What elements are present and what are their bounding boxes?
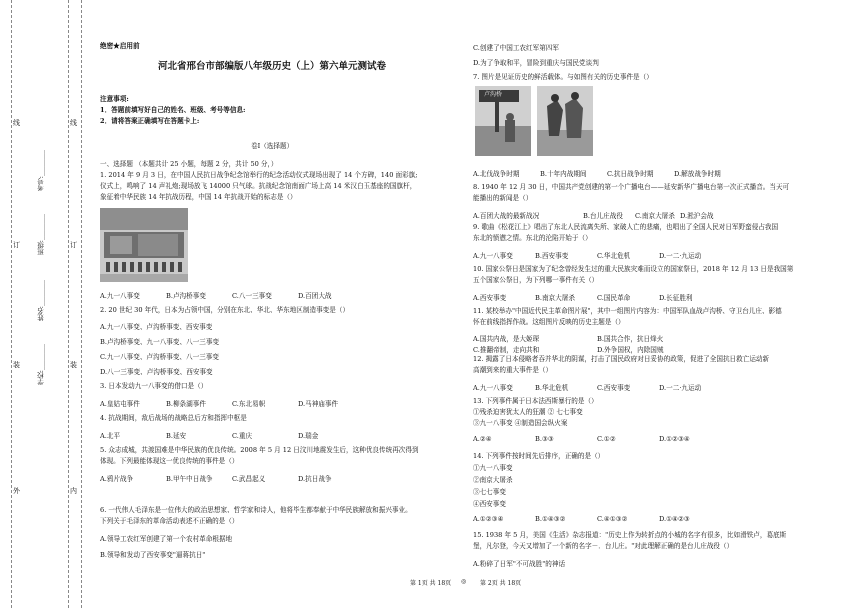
class-field[interactable]: 班级:________: [37, 214, 45, 256]
q8-line-2: 能播出的新闻是（）: [473, 194, 533, 202]
q10-option-b[interactable]: B.南京大屠杀: [535, 294, 575, 302]
q10-option-d[interactable]: D.长征胜利: [659, 294, 693, 302]
inner-char-zhuang: 装: [70, 361, 77, 369]
q5-option-b[interactable]: B.甲午中日战争: [166, 475, 213, 483]
q3-option-d[interactable]: D.马神庙事件: [298, 400, 339, 408]
q13-stem: 13. 下列事件属于日本法西斯暴行的是（）: [473, 397, 598, 405]
q5-line-1: 5. 众志成城，共渡国难是中华民族的优良传统。2008 年 5 月 12 日汶川地震发生后，这种优良传统再次得到: [100, 446, 419, 454]
q2-option-d[interactable]: D.八一三事变、卢沟桥事变、西安事变: [100, 368, 213, 376]
q7-option-d[interactable]: D.解放战争时期: [674, 170, 721, 178]
q9-option-a[interactable]: A.九一八事变: [473, 252, 513, 260]
q14-stem: 14. 下列事件按时间先后排序，正确的是（）: [473, 452, 605, 460]
secret-mark: 绝密★启用前: [100, 42, 140, 50]
q14-item-4: ④西安事变: [473, 500, 506, 508]
q13-items-1: ①残杀迫害犹太人的狂潮 ② 七七事变: [473, 408, 583, 416]
q12-line-2: 高潮到来的重大事件是（）: [473, 366, 553, 374]
q3-stem: 3. 日本发动九一八事变的借口是（）: [100, 382, 208, 390]
q13-items-2: ③九一八事变 ④制造国会纵火案: [473, 419, 568, 427]
inner-char-ding: 订: [70, 241, 77, 249]
page-title: 河北省邢台市部编版八年级历史（上）第六单元测试卷: [158, 61, 387, 72]
q4-option-d[interactable]: D.瑞金: [298, 432, 319, 440]
q5-option-d[interactable]: D.抗日战争: [298, 475, 332, 483]
q12-option-d[interactable]: D.一二·九运动: [659, 384, 702, 392]
q8-option-b[interactable]: B.台儿庄战役: [583, 212, 623, 220]
part-one-heading: 一、选择题 （本题共计 25 小题，每题 2 分，共计 50 分，）: [100, 160, 278, 168]
q12-option-a[interactable]: A.九一八事变: [473, 384, 513, 392]
footer-circle-icon: ◎: [461, 578, 467, 585]
q3-option-b[interactable]: B.柳条湖事件: [166, 400, 206, 408]
q1-line-1: 1. 2014 年 9 月 3 日，在中国人民抗日战争纪念馆举行的纪念活动仪式现场出现了 14 个方碑，140 面彩旗;: [100, 171, 418, 179]
footer-left-page-number: 第 1页 共 18页: [410, 580, 452, 587]
q10-line-1: 10. 国家公祭日是国家为了纪念曾经发生过的重大民族灾难而设立的国家祭日，2018 年 12 月 13 日是我国第: [473, 265, 794, 273]
school-field[interactable]: 学校:________: [37, 344, 45, 386]
q1-option-a[interactable]: A.九一八事变: [100, 292, 140, 300]
q4-option-c[interactable]: C.重庆: [232, 432, 253, 440]
q6-option-b[interactable]: B.领导和发动了西安事变"逼蒋抗日": [100, 551, 206, 559]
q15-line-1: 15. 1938 年 5 月，美国《生活》杂志报道："历史上作为转折点的小城的名字有很多，比如滑铁卢，葛底斯: [473, 531, 787, 539]
q6-line-1: 6. 一代伟人毛泽东是一位伟大的政治思想家、哲学家和诗人，他将毕生都奉献于中华民族解放和振兴事业。: [100, 506, 412, 514]
q14-option-c[interactable]: C.④①③②: [597, 515, 628, 523]
notice-2: 2．请将答案正确填写在答题卡上:: [100, 117, 200, 125]
q8-option-d[interactable]: D.淞沪会战: [680, 212, 714, 220]
q11-option-b[interactable]: B.国共合作，抗日烽火: [597, 335, 664, 343]
notice-1: 1．答题前填写好自己的姓名、班级、考号等信息:: [100, 106, 246, 114]
q9-option-d[interactable]: D.一二·九运动: [659, 252, 702, 260]
q1-option-c[interactable]: C.八一三事变: [232, 292, 272, 300]
q15-option-a[interactable]: A.粉碎了日军"不可战胜"的神话: [473, 560, 566, 568]
q6-option-d[interactable]: D.为了争取和平，冒险到重庆与国民党谈判: [473, 59, 599, 67]
q11-line-2: 怀在前线指挥作战。这组图片反映的历史主题是（）: [473, 318, 625, 326]
q9-option-c[interactable]: C.华北危机: [597, 252, 631, 260]
q4-stem: 4. 抗战期间，敌后战场的战略总后方和指挥中枢是: [100, 414, 247, 422]
q7-option-b[interactable]: B.十年内战期间: [540, 170, 587, 178]
q14-option-a[interactable]: A.①②③④: [473, 515, 504, 523]
q14-item-1: ①九一八事变: [473, 464, 513, 472]
q11-option-d[interactable]: D.外争国权，内除国贼: [597, 346, 664, 354]
q8-option-c[interactable]: C.南京大屠杀: [635, 212, 675, 220]
memorial-hall-photo: [100, 208, 188, 282]
q2-option-b[interactable]: B.卢沟桥事变、九一八事变、八一三事变: [100, 338, 220, 346]
q6-option-a[interactable]: A.领导工农红军创建了第一个农村革命根据地: [100, 535, 233, 543]
name-field[interactable]: 姓名:________: [37, 280, 45, 322]
q9-option-b[interactable]: B.西安事变: [535, 252, 569, 260]
outer-char-ding: 订: [13, 241, 20, 249]
q13-option-c[interactable]: C.①②: [597, 435, 616, 443]
q7-sign-text: 卢沟桥: [484, 91, 503, 98]
q1-option-d[interactable]: D.百团大战: [298, 292, 332, 300]
q14-item-3: ③七七事变: [473, 488, 506, 496]
q14-option-d[interactable]: D.①④②③: [659, 515, 690, 523]
q8-option-a[interactable]: A.百团大战的最新战况: [473, 212, 540, 220]
q4-option-b[interactable]: B.延安: [166, 432, 187, 440]
q2-option-c[interactable]: C.九一八事变、卢沟桥事变、八一三事变: [100, 353, 219, 361]
inner-char-xian: 线: [70, 119, 77, 127]
q7-option-c[interactable]: C.抗日战争时期: [607, 170, 654, 178]
q12-line-1: 12. 揭露了日本侵略者吞并华北的阴谋，打击了国民政府对日妥协的政策，促进了全国抗日救亡运动新: [473, 355, 770, 363]
outer-char-wai: 外: [13, 487, 20, 495]
notice-title: 注意事项:: [100, 95, 129, 103]
q5-line-2: 体现。下列最能体现这一优良传统的事件是（）: [100, 457, 239, 465]
q11-option-c[interactable]: C.推翻帝制，走向共和: [473, 346, 540, 354]
q9-line-1: 9. 歌曲《松花江上》唱出了东北人民流离失所、家破人亡的悲痛，也唱出了全国人民对日军野蛮侵占我国: [473, 223, 779, 231]
outer-char-zhuang: 装: [13, 361, 20, 369]
q14-item-2: ②南京大屠杀: [473, 476, 513, 484]
q9-line-2: 东北的愤懑之情。东北的沦陷开始于（）: [473, 234, 592, 242]
q13-option-a[interactable]: A.②④: [473, 435, 492, 443]
binding-line-inner-2: [81, 0, 82, 608]
q1-line-3: 象征着中华民族 14 年抗战历程，中国 14 年抗战开始的标志是（）: [100, 193, 297, 201]
q1-option-b[interactable]: B.卢沟桥事变: [166, 292, 206, 300]
q13-option-b[interactable]: B.③③: [535, 435, 554, 443]
footer-right-page-number: 第 2页 共 18页: [480, 580, 522, 587]
q12-option-c[interactable]: C.西安事变: [597, 384, 631, 392]
q3-option-c[interactable]: C.东北易帜: [232, 400, 266, 408]
q2-stem: 2. 20 世纪 30 年代，日本为占领中国，分别在东北、华北、华东地区制造事变是（）: [100, 306, 350, 314]
section-title: 卷I（选择题）: [251, 142, 294, 150]
q15-line-2: 堡，凡尔登，今天又增加了一个新的名字－．台儿庄。"对此理解正确的是台儿庄战役（）: [473, 542, 734, 550]
q11-line-1: 11. 某校举办"中国近代民主革命图片展"，其中一组图片内容为：中国军队血战卢沟桥、守卫台儿庄、影德: [473, 307, 782, 315]
inner-char-nei: 内: [70, 487, 77, 495]
q10-option-a[interactable]: A.西安事变: [473, 294, 507, 302]
q7-option-a[interactable]: A.北伐战争时期: [473, 170, 520, 178]
exam-no-field[interactable]: 考号:________: [37, 150, 45, 192]
q4-option-a[interactable]: A.北平: [100, 432, 121, 440]
binding-line-outer: [11, 0, 12, 608]
q5-option-c[interactable]: C.武昌起义: [232, 475, 266, 483]
q6-line-2: 下列关于毛泽东的革命活动表述不正确的是（）: [100, 517, 239, 525]
q1-line-2: 仪式上，鸣响了 14 声礼炮;现场放飞 14000 只气球。抗战纪念馆南面广场上高 14 米汉白玉基座的国旗杆，: [100, 182, 417, 190]
q13-option-d[interactable]: D.①②③④: [659, 435, 690, 443]
q6-option-c[interactable]: C.创建了中国工农红军第四军: [473, 44, 560, 52]
q5-option-a[interactable]: A.鸦片战争: [100, 475, 134, 483]
q7-stem: 7. 图片是见证历史的鲜活载体。与如图有关的历史事件是（）: [473, 73, 653, 81]
q11-option-a[interactable]: A.国共内战，是大姬琛: [473, 335, 540, 343]
q10-line-2: 五个国家公祭日，为下列哪一事件有关（）: [473, 276, 599, 284]
q3-option-a[interactable]: A.皇姑屯事件: [100, 400, 140, 408]
q8-line-1: 8. 1940 年 12 月 30 日，中国共产党创建的第一个广播电台——延安新华广播电台第一次正式播音。当天可: [473, 183, 790, 191]
binding-line-inner: [68, 0, 69, 608]
q12-option-b[interactable]: B.华北危机: [535, 384, 569, 392]
q10-option-c[interactable]: C.国民革命: [597, 294, 631, 302]
outer-char-xian: 线: [13, 119, 20, 127]
soldiers-photo: [537, 86, 593, 156]
q14-option-b[interactable]: B.①④③②: [535, 515, 566, 523]
q2-option-a[interactable]: A.九一八事变、卢沟桥事变、西安事变: [100, 323, 213, 331]
